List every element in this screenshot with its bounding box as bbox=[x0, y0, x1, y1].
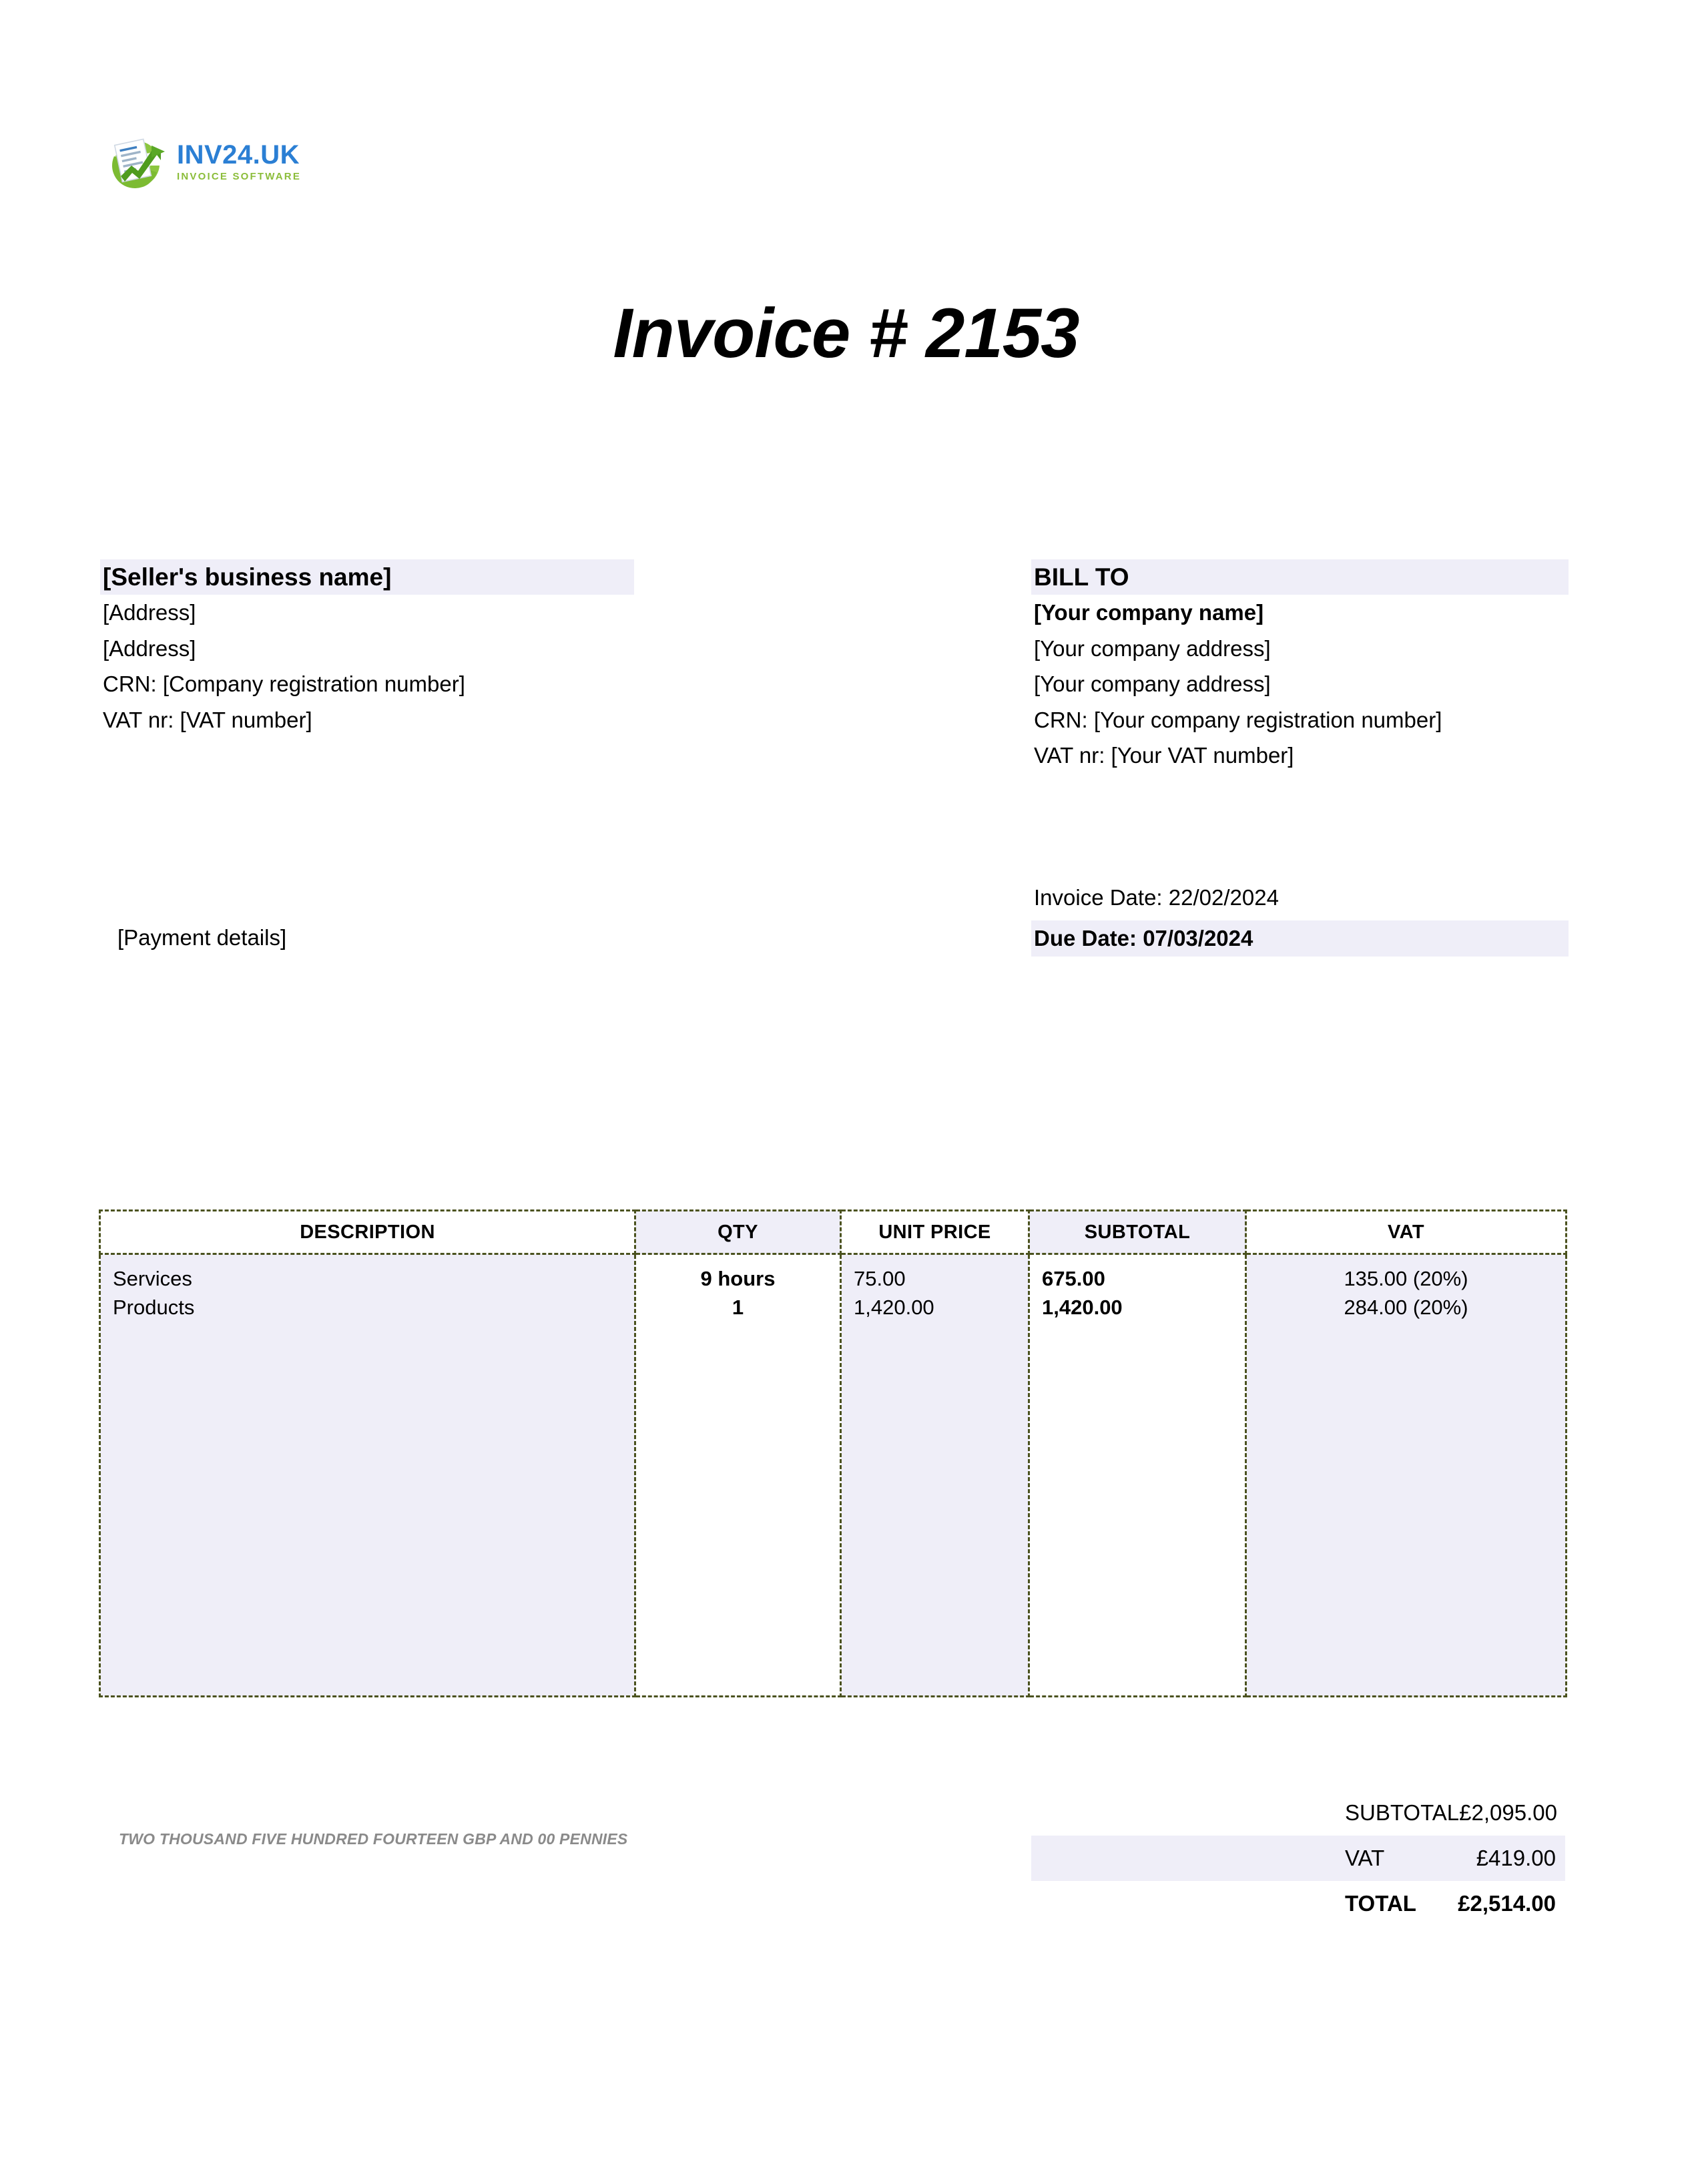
totals-block bbox=[1031, 1790, 1565, 1926]
seller-name: [Seller's business name] bbox=[100, 559, 634, 595]
total-value: £2,514.00 bbox=[1458, 1891, 1556, 1916]
vat-row bbox=[1031, 1836, 1565, 1881]
header-subtotal: SUBTOTAL bbox=[1029, 1211, 1246, 1254]
cell-qty bbox=[635, 1254, 841, 1697]
total-label: TOTAL bbox=[1345, 1891, 1416, 1916]
bill-to-address-line-1: [Your company address] bbox=[1034, 635, 1271, 661]
line-items-table bbox=[99, 1209, 1567, 1697]
bill-to-address-line-2: [Your company address] bbox=[1034, 671, 1271, 697]
cell-unit-price bbox=[841, 1254, 1029, 1697]
item-unit-price-1: 75.00 bbox=[854, 1267, 906, 1290]
header-qty: QTY bbox=[635, 1211, 841, 1254]
vat-label: VAT bbox=[1345, 1846, 1385, 1870]
item-qty-2: 1 bbox=[732, 1296, 744, 1320]
bill-to-crn: CRN: [Your company registration number] bbox=[1034, 707, 1442, 732]
bill-to-company-name: [Your company name] bbox=[1034, 600, 1264, 625]
brand-tagline: INVOICE SOFTWARE bbox=[177, 171, 302, 182]
bill-to-block bbox=[1031, 559, 1569, 774]
seller-address-line-2: [Address] bbox=[103, 635, 196, 661]
item-vat-2: 284.00 (20%) bbox=[1344, 1296, 1468, 1320]
item-description-1: Services bbox=[113, 1267, 192, 1290]
invoice-growth-arrow-logo-icon bbox=[103, 131, 168, 192]
cell-subtotal bbox=[1029, 1254, 1246, 1697]
due-date: Due Date: 07/03/2024 bbox=[1031, 920, 1569, 956]
item-unit-price-2: 1,420.00 bbox=[854, 1296, 934, 1320]
amount-in-words: TWO THOUSAND FIVE HUNDRED FOURTEEN GBP AND 00 PENNIES bbox=[119, 1830, 628, 1848]
brand-name: INV24.UK bbox=[177, 140, 300, 170]
bill-to-heading: BILL TO bbox=[1031, 559, 1569, 595]
brand-wordmark bbox=[177, 142, 301, 182]
table-header-row bbox=[100, 1211, 1567, 1254]
subtotal-row bbox=[1031, 1790, 1565, 1836]
seller-block bbox=[100, 559, 634, 738]
subtotal-value: £2,095.00 bbox=[1459, 1800, 1557, 1825]
payment-details: [Payment details] bbox=[117, 925, 287, 950]
grand-total-row bbox=[1031, 1881, 1565, 1926]
item-vat-1: 135.00 (20%) bbox=[1344, 1267, 1468, 1290]
header-vat: VAT bbox=[1246, 1211, 1567, 1254]
bill-to-vat-number: VAT nr: [Your VAT number] bbox=[1034, 743, 1294, 768]
dates-block bbox=[1031, 880, 1569, 957]
item-subtotal-2: 1,420.00 bbox=[1042, 1296, 1123, 1320]
seller-vat-number: VAT nr: [VAT number] bbox=[103, 707, 312, 732]
cell-vat bbox=[1246, 1254, 1567, 1697]
vat-value: £419.00 bbox=[1476, 1846, 1556, 1870]
seller-address-line-1: [Address] bbox=[103, 600, 196, 625]
page-title: Invoice # 2153 bbox=[613, 294, 1079, 372]
item-qty-1: 9 hours bbox=[700, 1267, 776, 1290]
table-row bbox=[100, 1254, 1567, 1697]
brand-logo bbox=[103, 131, 301, 192]
item-description-2: Products bbox=[113, 1296, 195, 1320]
header-description: DESCRIPTION bbox=[100, 1211, 635, 1254]
item-subtotal-1: 675.00 bbox=[1042, 1267, 1105, 1290]
header-unit-price: UNIT PRICE bbox=[841, 1211, 1029, 1254]
invoice-date: Invoice Date: 22/02/2024 bbox=[1034, 885, 1279, 910]
cell-description bbox=[100, 1254, 635, 1697]
subtotal-label: SUBTOTAL bbox=[1345, 1800, 1460, 1825]
seller-crn: CRN: [Company registration number] bbox=[103, 671, 465, 697]
